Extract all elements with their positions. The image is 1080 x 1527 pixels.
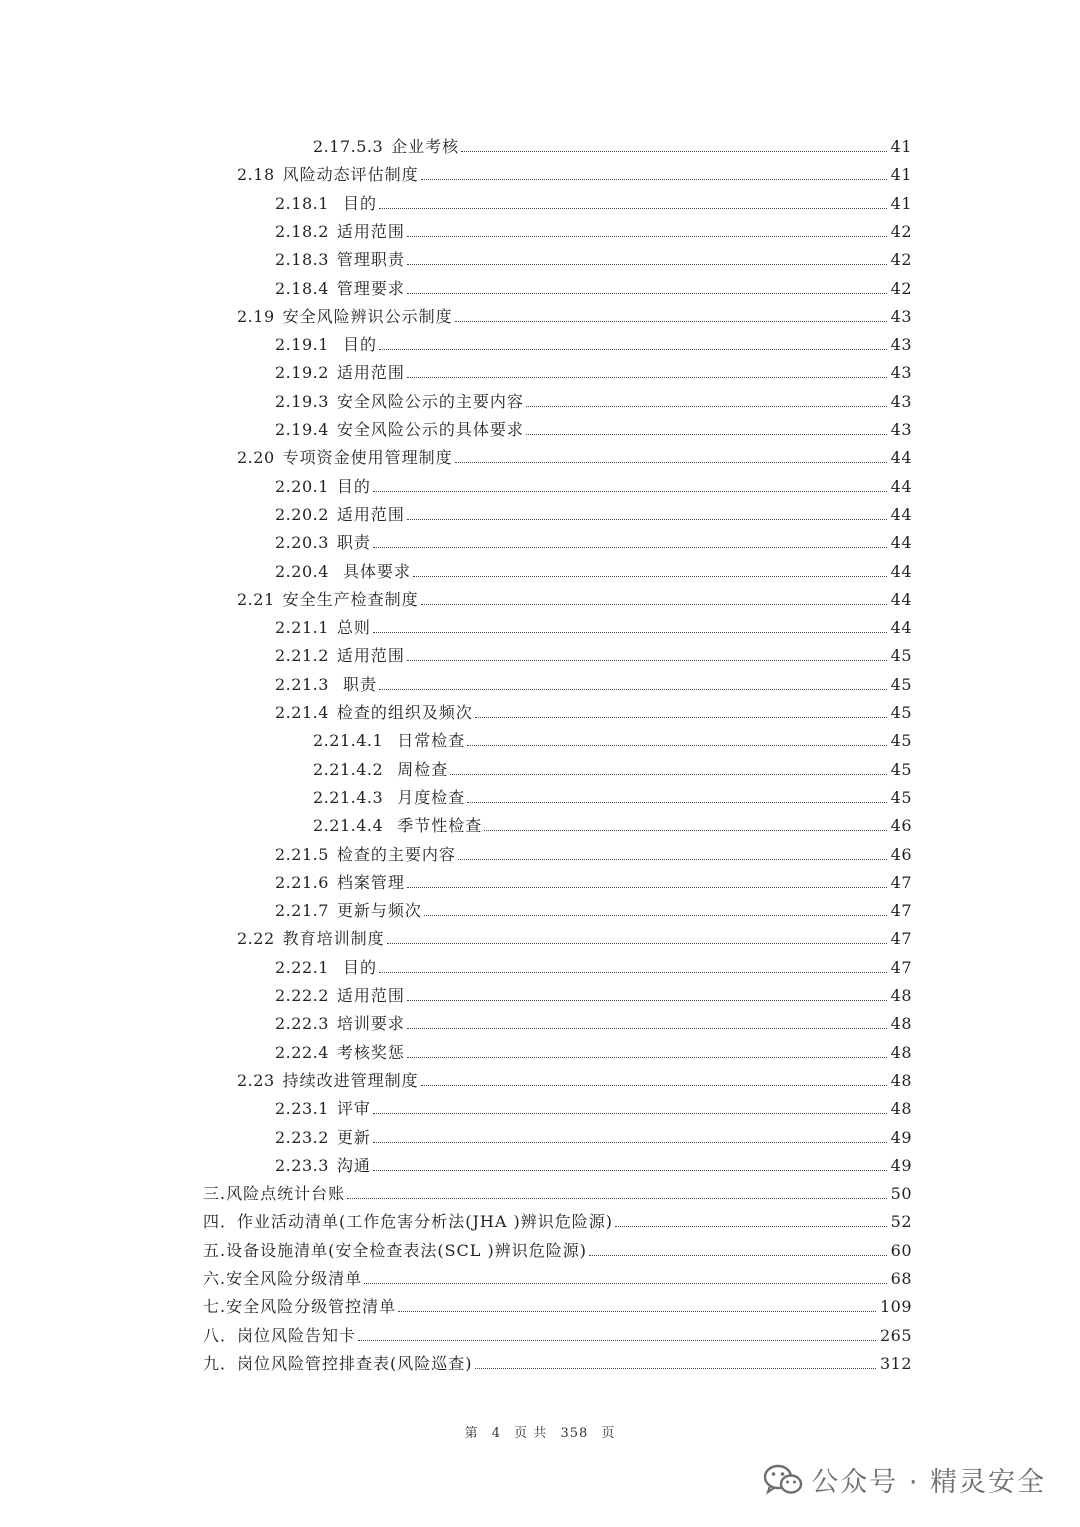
toc-entry-title: 安全风险公示的主要内容 [336,391,524,411]
toc-leader-dots [467,801,886,803]
toc-leader-dots [407,659,887,661]
toc-leader-dots [467,744,886,746]
toc-entry [313,787,912,809]
toc-leader-dots [373,546,887,548]
toc-entry-number: 2.21.4 [275,703,329,722]
toc-entry-page: 44 [890,448,912,468]
toc-leader-dots [407,886,887,888]
toc-entry [237,1070,912,1092]
toc-entry-number: 2.19.4 [275,420,329,439]
toc-entry-title: 教育培训制度 [282,929,385,949]
toc-entry-title: 目的 [336,193,377,213]
toc-entry-title: 九．岗位风险管控排查表(风险巡查) [203,1353,473,1373]
toc-leader-dots [373,490,887,492]
toc-leader-dots [407,1027,887,1029]
toc-leader-dots [407,999,887,1001]
toc-leader-dots [589,1254,887,1256]
toc-entry-number: 2.23 [237,1070,275,1090]
toc-entry-number: 2.19.2 [275,363,329,383]
toc-entry-title: 适用范围 [336,363,405,383]
toc-entry-title: 日常检查 [391,731,466,751]
toc-entry-number: 2.20.1 [275,476,329,496]
toc-leader-dots [379,348,887,350]
toc-entry [203,1240,912,1262]
toc-leader-dots [407,1056,887,1058]
toc-entry [275,249,912,271]
toc-entry-page: 45 [890,674,912,694]
watermark-text: 公众号 · 精灵安全 [811,1467,1046,1498]
toc-entry [275,1013,912,1035]
toc-entry-title: 管理职责 [336,250,405,270]
toc-entry-title: 专项资金使用管理制度 [282,448,453,468]
page-footer [0,1422,1080,1441]
toc-entry-page: 109 [879,1297,912,1317]
toc-entry-number: 2.23.3 [275,1155,329,1175]
toc-entry-title: 目的 [336,335,377,355]
toc-leader-dots [526,405,887,407]
toc-leader-dots [475,1367,876,1369]
toc-entry-number: 2.22.2 [275,986,329,1005]
toc-entry-number: 2.23.2 [275,1127,329,1147]
toc-entry [275,844,912,866]
toc-entry [275,872,912,894]
toc-leader-dots [450,773,886,775]
toc-entry-number: 2.19.3 [275,391,329,411]
toc-entry-title: 安全生产检查制度 [282,589,419,609]
toc-entry-title: 评审 [336,1099,371,1119]
toc-leader-dots [347,1197,887,1199]
toc-leader-dots [458,858,887,860]
toc-entry-title: 职责 [336,674,377,694]
toc-entry [275,391,912,413]
toc-entry [237,447,912,469]
toc-entry-page: 41 [890,137,912,156]
toc-entry-title: 风险动态评估制度 [282,165,419,185]
toc-entry-page: 41 [890,165,912,185]
toc-entry-number: 2.22 [237,929,275,949]
toc-entry [203,1268,912,1290]
toc-entry-page: 42 [890,221,912,241]
toc-entry-page: 44 [890,504,912,524]
toc-entry [275,1127,912,1149]
toc-entry [237,306,912,328]
toc-entry-number: 2.21 [237,589,275,609]
toc-entry-number: 2.22.3 [275,1014,329,1034]
toc-leader-dots [407,292,887,294]
toc-entry [275,674,912,696]
toc-entry-title: 七.安全风险分级管控清单 [203,1297,397,1317]
toc-leader-dots [461,150,886,152]
toc-entry-title: 目的 [336,957,377,977]
toc-entry-page: 47 [890,901,912,921]
toc-leader-dots [373,1112,887,1114]
toc-entry [203,1353,912,1375]
toc-entry [275,1042,912,1064]
toc-entry-page: 44 [890,476,912,496]
toc-leader-dots [407,263,887,265]
toc-entry-number: 2.21.4.4 [313,816,384,836]
toc-entry [203,1325,912,1347]
toc-entry-page: 49 [890,1127,912,1147]
toc-entry-title: 更新 [336,1127,371,1147]
toc-entry-title: 总则 [336,618,371,638]
footer-suffix: 页 [601,1426,616,1441]
toc-leader-dots [413,575,887,577]
toc-entry-title: 具体要求 [336,561,411,581]
toc-entry-page: 48 [890,1099,912,1119]
toc-leader-dots [407,376,887,378]
toc-entry-page: 42 [890,278,912,298]
toc-entry-page: 52 [890,1212,912,1232]
toc-entry [237,164,912,186]
toc-entry-title: 适用范围 [336,646,405,666]
toc-leader-dots [387,942,887,944]
toc-leader-dots [373,1141,887,1143]
toc-leader-dots [379,688,887,690]
toc-entry-title: 检查的组织及频次 [336,703,473,722]
toc-entry-page: 68 [890,1269,912,1288]
toc-entry-page: 43 [890,306,912,326]
toc-entry-title: 沟通 [336,1155,371,1175]
toc-leader-dots [424,914,887,916]
toc-leader-dots [421,1084,887,1086]
footer-current-page: 4 [491,1426,502,1441]
toc-entry [275,900,912,922]
toc-entry-page: 47 [890,872,912,892]
toc-leader-dots [407,235,887,237]
toc-entry-number: 2.19 [237,306,275,326]
footer-total-pages: 358 [560,1426,589,1441]
toc-entry-title: 季节性检查 [391,816,483,836]
toc-entry [275,476,912,498]
toc-entry-title: 安全风险辨识公示制度 [282,306,453,326]
watermark [763,1460,1046,1499]
toc-entry-page: 47 [890,929,912,949]
toc-entry-page: 48 [890,1070,912,1090]
toc-entry-page: 45 [890,787,912,807]
toc-entry-number: 2.20.3 [275,533,329,553]
toc-entry-page: 60 [890,1240,912,1260]
toc-entry-page: 46 [890,844,912,864]
toc-entry-page: 44 [890,589,912,609]
footer-mid: 页 共 [514,1426,548,1441]
toc-entry-title: 适用范围 [336,221,405,241]
toc-entry [275,193,912,215]
toc-entry-page: 44 [890,561,912,581]
toc-entry [313,136,912,158]
toc-entry [237,928,912,950]
toc-entry-number: 2.17.5.3 [313,137,384,156]
toc-leader-dots [455,320,887,322]
toc-entry-page: 43 [890,391,912,411]
toc-entry-title: 管理要求 [336,278,405,298]
toc-leader-dots [373,1169,887,1171]
toc-leader-dots [407,518,887,520]
toc-entry [275,957,912,979]
toc-entry-title: 更新与频次 [336,901,422,921]
toc-entry [275,1155,912,1177]
toc-entry-number: 2.18.1 [275,193,329,213]
toc-entry-page: 45 [890,703,912,722]
toc-entry [275,532,912,554]
toc-entry-page: 44 [890,618,912,638]
toc-entry [275,278,912,300]
toc-entry-number: 2.23.1 [275,1099,329,1119]
toc-entry [203,1211,912,1233]
toc-entry [275,561,912,583]
toc-entry-number: 2.22.1 [275,957,329,977]
toc-entry-number: 2.21.7 [275,901,329,921]
toc-entry-page: 41 [890,193,912,213]
toc-entry-page: 44 [890,533,912,553]
toc-entry-page: 42 [890,250,912,270]
toc-entry-title: 企业考核 [391,137,460,156]
toc-leader-dots [484,829,886,831]
toc-entry-title: 目的 [336,476,371,496]
toc-entry-title: 培训要求 [336,1014,405,1034]
toc-entry-page: 43 [890,335,912,355]
toc-leader-dots [364,1282,887,1284]
toc-entry [203,1183,912,1205]
toc-entry-number: 2.18.4 [275,278,329,298]
toc-entry-number: 2.21.1 [275,618,329,638]
toc-entry [275,504,912,526]
toc-entry [275,334,912,356]
toc-entry-title: 五.设备设施清单(安全检查表法(SCL )辨识危险源) [203,1240,587,1260]
toc-leader-dots [373,631,887,633]
toc-entry [275,221,912,243]
toc-entry-number: 2.21.4.2 [313,759,384,779]
toc-entry-page: 45 [890,759,912,779]
toc-entry-number: 2.22.4 [275,1042,329,1062]
toc-entry-number: 2.21.5 [275,844,329,864]
toc-entry-number: 2.18.2 [275,221,329,241]
toc-entry-number: 2.20.2 [275,504,329,524]
toc-entry [313,815,912,837]
toc-entry-page: 48 [890,986,912,1005]
toc-entry-page: 50 [890,1184,912,1204]
toc-entry-title: 检查的主要内容 [336,844,456,864]
toc-leader-dots [615,1225,887,1227]
toc-entry [275,985,912,1007]
toc-entry-page: 43 [890,420,912,439]
toc-entry-page: 46 [890,816,912,836]
toc-entry-number: 2.21.4.1 [313,731,384,751]
toc-entry-page: 45 [890,646,912,666]
toc-entry-title: 四．作业活动清单(工作危害分析法(JHA )辨识危险源) [203,1212,613,1232]
toc-entry-page: 49 [890,1155,912,1175]
toc-entry-title: 考核奖惩 [336,1042,405,1062]
toc-entry-page: 265 [879,1325,912,1345]
toc-entry-number: 2.20 [237,448,275,468]
toc-leader-dots [379,207,887,209]
toc-entry [275,419,912,441]
toc-entry-number: 2.21.4.3 [313,787,384,807]
toc-leader-dots [421,603,887,605]
toc-entry [203,1296,912,1318]
toc-entry-title: 八．岗位风险告知卡 [203,1325,357,1345]
toc-leader-dots [398,1310,876,1312]
toc-entry-number: 2.21.3 [275,674,329,694]
toc-leader-dots [526,433,887,435]
toc-entry-number: 2.21.2 [275,646,329,666]
toc-entry-page: 48 [890,1042,912,1062]
toc-entry-title: 三.风险点统计台账 [203,1184,346,1204]
toc-entry [275,617,912,639]
toc-entry-page: 47 [890,957,912,977]
footer-prefix: 第 [464,1426,479,1441]
toc-leader-dots [475,716,887,718]
toc-entry [313,730,912,752]
toc-entry-page: 48 [890,1014,912,1034]
toc-entry-number: 2.20.4 [275,561,329,581]
wechat-icon [763,1463,803,1497]
toc-entry-title: 月度检查 [391,787,466,807]
toc-entry-title: 安全风险公示的具体要求 [336,420,524,439]
toc-leader-dots [379,971,887,973]
toc-entry-number: 2.21.6 [275,872,329,892]
toc-entry [237,589,912,611]
toc-entry-number: 2.19.1 [275,335,329,355]
toc-entry [275,362,912,384]
toc-entry-page: 43 [890,363,912,383]
toc-entry-page: 312 [879,1353,912,1373]
toc-leader-dots [421,178,887,180]
toc-entry-title: 周检查 [391,759,449,779]
toc-entry-number: 2.18 [237,165,275,185]
toc-entry [275,702,912,724]
toc-leader-dots [455,461,887,463]
toc-leader-dots [358,1339,876,1341]
toc-entry-title: 档案管理 [336,872,405,892]
toc-entry [275,1098,912,1120]
toc-entry-page: 45 [890,731,912,751]
toc-entry [275,645,912,667]
toc-entry-title: 持续改进管理制度 [282,1070,419,1090]
toc-entry-title: 六.安全风险分级清单 [203,1269,363,1288]
toc-entry-number: 2.18.3 [275,250,329,270]
toc-entry-title: 适用范围 [336,504,405,524]
toc-entry-title: 适用范围 [336,986,405,1005]
toc-entry-title: 职责 [336,533,371,553]
toc-entry [313,759,912,781]
